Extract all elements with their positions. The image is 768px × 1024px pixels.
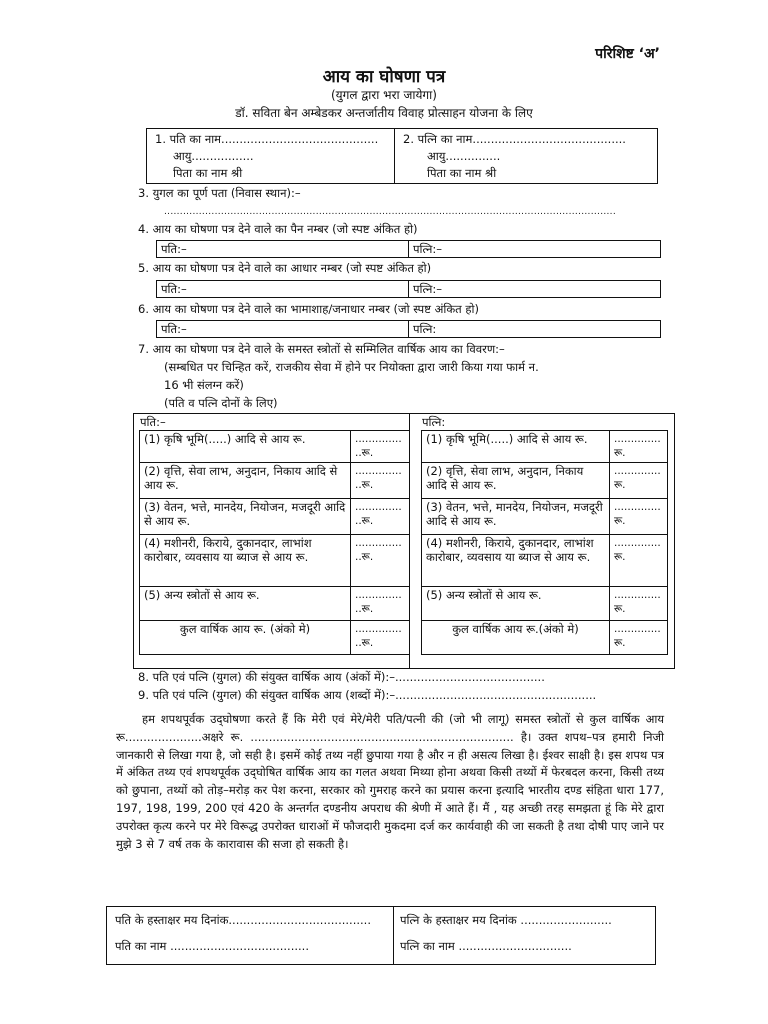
wife-income-value[interactable]: .............. रू. [610, 463, 668, 499]
form-subtitle: (युगल द्वारा भरा जायेगा) [331, 88, 437, 102]
pan-row [156, 240, 661, 258]
wife-age-field[interactable]: आयु............... [427, 149, 501, 163]
husband-father-field[interactable]: पिता का नाम श्री [173, 166, 243, 180]
declaration-text: हम शपथपूर्वक उद्‌घोषणा करते हैं कि मेरी एवं मेरे/मेरी पति/पत्नी की (जो भी लागू) समस्त स्त्रोतों से कुल वार्षिक आय रू.....................अक्षरे रू. ........................................................................ है। उक्त शपथ–पत्र हमारी निजी जानकारी से लिखा गया है, जो सही है। इसमें कोई तथ्य नहीं छुपाया गया है और न ही असत्य लिखा है। ईश्वर साक्षी है। इस शपथ पत्र में अंकित तथ्य एवं शपथपूर्वक उद्‌घोषित वार्षिक आय का गलत अथवा मिथ्या होना अथवा किसी तथ्यों में फेरबदल करना, किसी तथ्य को छुपाना, तथ्यों को तोड़–मरोड़ कर पेश करना, सरकार को गुमराह करने का प्रयास करना इत्यादि भारतीय दण्ड संहिता धारा 177, 197, 198, 199, 200 एवं 420 के अन्तर्गत दण्डनीय अपराध की श्रेणी में आते हैं। मैं , यह अच्छी तरह समझता हूं कि मेरे द्वारा उपरोक्त कृत्य करने पर मेरे विरूद्ध उपरोक्त धाराओं में फौजदारी मुकदमा दर्ज कर कार्यवाही की जा सकती है तथा दोषी पाए जाने पर मुझे 3 से 7 वर्ष तक के कारावास की सजा हो सकती है। [116, 712, 664, 851]
wife-name-sign-field[interactable]: पत्नि का नाम ............................... [400, 939, 572, 953]
bhamashah-wife-field[interactable]: पत्नि: [408, 321, 660, 337]
husband-income-value[interactable]: .............. ..रू. [351, 587, 410, 621]
income-note-both: (पति व पत्नि दोनों के लिए) [164, 396, 278, 410]
wife-income-label: (1) कृषि भूमि(.....) आदि से आय रू. [422, 431, 610, 463]
husband-income-title: पति:– [140, 415, 166, 429]
wife-name-field[interactable]: 2. पत्नि का नाम.......................................... [403, 132, 626, 146]
wife-income-value[interactable]: .............. रू. [610, 431, 668, 463]
husband-income-label: (4) मशीनरी, किराये, दुकानदार, लाभांश कारोबार, व्यवसाय या ब्याज से आय रू. [140, 535, 351, 587]
wife-father-field[interactable]: पिता का नाम श्री [427, 166, 497, 180]
pan-label: 4. आय का घोषणा पत्र देने वाले का पैन नम्बर (जो स्पष्ट अंकित हो) [138, 222, 418, 236]
bhamashah-label: 6. आय का घोषणा पत्र देने वाले का भामाशाह/जनाधार नम्बर (जो स्पष्ट अंकित हो) [138, 302, 479, 316]
scheme-name: डॉ. सविता बेन अम्बेडकर अन्तर्जातीय विवाह प्रोत्साहन योजना के लिए [235, 106, 533, 120]
income-note-form16: 16 भी संलग्न करें) [164, 378, 244, 392]
husband-income-value[interactable]: .............. ..रू. [351, 431, 410, 463]
husband-income-value[interactable]: .............. ..रू. [351, 535, 410, 587]
income-label: 7. आय का घोषणा पत्र देने वाले के समस्त स्त्रोतों से सम्मिलित वार्षिक आय का विवरण:– [138, 342, 505, 356]
husband-income-label: (1) कृषि भूमि(.....) आदि से आय रू. [140, 431, 351, 463]
husband-income-label: (3) वेतन, भत्ते, मानदेय, नियोजन, मजदूरी आदि से आय रू. [140, 499, 351, 535]
aadhaar-label: 5. आय का घोषणा पत्र देने वाले का आधार नम्बर (जो स्पष्ट अंकित हो) [138, 261, 432, 275]
wife-income-label: (4) मशीनरी, किराये, दुकानदार, लाभांश कारोबार, व्यवसाय या ब्याज से आय रू. [422, 535, 610, 587]
husband-age-field[interactable]: आयु................. [173, 149, 254, 163]
husband-signature-field[interactable]: पति के हस्ताक्षर मय दिनांक....................................... [115, 913, 371, 927]
wife-total-label: कुल वार्षिक आय रू.(अंको मे) [422, 621, 610, 655]
wife-income-label: (3) वेतन, भत्ते, मानदेय, नियोजन, मजदूरी आदि से आय रू. [422, 499, 610, 535]
wife-income-value[interactable]: .............. रू. [610, 587, 668, 621]
wife-signature-field[interactable]: पत्नि के हस्ताक्षर मय दिनांक ......................... [400, 913, 612, 927]
appendix-label: परिशिष्ट ‘अ’ [595, 46, 660, 62]
couple-details-box [146, 128, 658, 184]
husband-income-grid [139, 430, 410, 655]
husband-name-field[interactable]: 1. पति का नाम........................................... [155, 132, 379, 146]
joint-income-figures[interactable]: 8. पति एवं पत्नि (युगल) की संयुक्त वार्षिक आय (अंकों में):–......................................... [138, 670, 545, 684]
wife-income-label: (5) अन्य स्त्रोतों से आय रू. [422, 587, 610, 621]
wife-income-grid [421, 430, 668, 655]
husband-income-value[interactable]: .............. ..रू. [351, 463, 410, 499]
declaration-paragraph [116, 711, 664, 853]
husband-name-sign-field[interactable]: पति का नाम ...................................... [115, 939, 309, 953]
wife-income-value[interactable]: .............. रू. [610, 535, 668, 587]
wife-income-label: (2) वृत्ति, सेवा लाभ, अनुदान, निकाय आदि से आय रू. [422, 463, 610, 499]
husband-total-value[interactable]: .............. ..रू. [351, 621, 410, 655]
income-note: (सम्बधित पर चिन्हित करें, राजकीय सेवा में होने पर नियोक्ता द्वारा जारी किया गया फार्म न. [164, 360, 539, 374]
husband-total-label: कुल वार्षिक आय रू. (अंको मे) [140, 621, 351, 655]
wife-income-value[interactable]: .............. रू. [610, 499, 668, 535]
address-label: 3. युगल का पूर्ण पता (निवास स्थान):– [138, 186, 301, 200]
signature-box [106, 906, 656, 965]
form-title: आय का घोषणा पत्र [322, 67, 446, 87]
pan-wife-field[interactable]: पत्नि:– [408, 241, 660, 257]
aadhaar-husband-field[interactable]: पति:– [161, 282, 187, 296]
husband-income-label: (2) वृत्ति, सेवा लाभ, अनुदान, निकाय आदि से आय रू. [140, 463, 351, 499]
bhamashah-husband-field[interactable]: पति:– [161, 322, 187, 336]
joint-income-words[interactable]: 9. पति एवं पत्नि (युगल) की संयुक्त वार्षिक आय (शब्दों में):–....................................................... [138, 688, 597, 702]
wife-total-value[interactable]: .............. रू. [610, 621, 668, 655]
aadhaar-row [156, 280, 661, 298]
aadhaar-wife-field[interactable]: पत्नि:– [408, 281, 660, 297]
pan-husband-field[interactable]: पति:– [161, 242, 187, 256]
address-field[interactable]: ............................................................................................................................................... [164, 207, 616, 217]
bhamashah-row [156, 320, 661, 338]
husband-income-label: (5) अन्य स्त्रोतों से आय रू. [140, 587, 351, 621]
wife-income-title: पत्नि: [422, 415, 446, 429]
husband-income-value[interactable]: .............. ..रू. [351, 499, 410, 535]
